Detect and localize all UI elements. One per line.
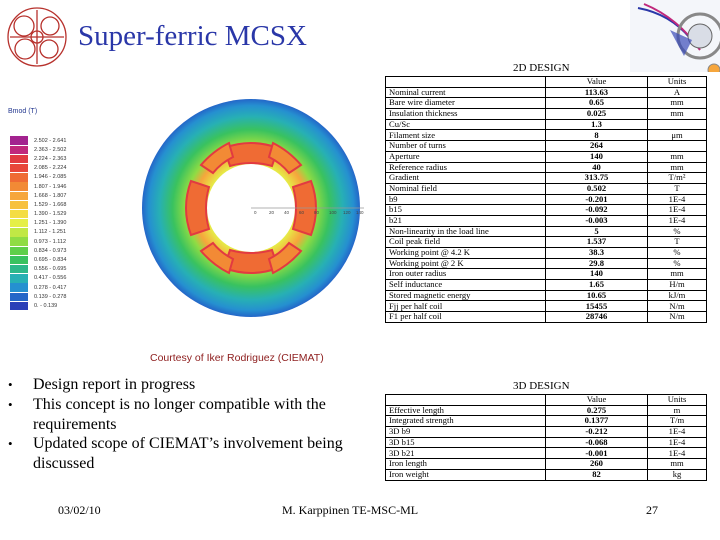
value-cell: 0.502 — [546, 183, 648, 194]
legend-swatch — [10, 201, 28, 209]
legend-label: 2.363 - 2.502 — [34, 146, 67, 153]
value-cell: 38.3 — [546, 248, 648, 259]
legend-item — [10, 237, 80, 246]
axis-tick: 40 — [284, 210, 290, 215]
legend-swatch — [10, 256, 28, 264]
parameter-cell: Nominal current — [386, 87, 546, 98]
units-cell — [648, 141, 707, 152]
legend-item — [10, 274, 80, 283]
legend-label: 1.946 - 2.085 — [34, 174, 67, 181]
column-header: Units — [648, 77, 707, 88]
units-cell: % — [648, 258, 707, 269]
units-cell: 1E-4 — [648, 437, 707, 448]
units-cell: 1E-4 — [648, 205, 707, 216]
column-header: Value — [546, 395, 648, 406]
legend-item — [10, 182, 80, 191]
units-cell: N/m — [648, 301, 707, 312]
value-cell: 1.537 — [546, 237, 648, 248]
legend-item — [10, 191, 80, 200]
cern-logo — [4, 4, 70, 70]
value-cell: 260 — [546, 459, 648, 470]
parameter-cell: Cu/Sc — [386, 119, 546, 130]
parameter-cell: 3D b15 — [386, 437, 546, 448]
table-row — [386, 459, 707, 470]
units-cell: N/m — [648, 312, 707, 323]
value-cell: 264 — [546, 141, 648, 152]
units-cell: 1E-4 — [648, 448, 707, 459]
legend-label: 2.224 - 2.363 — [34, 155, 67, 162]
axis-tick: 100 — [329, 210, 337, 215]
axis-tick: 0 — [254, 210, 257, 215]
value-cell: 140 — [546, 151, 648, 162]
value-cell: 82 — [546, 469, 648, 480]
legend-label: 1.529 - 1.668 — [34, 201, 67, 208]
table-row — [386, 151, 707, 162]
legend-swatch — [10, 210, 28, 218]
table-row — [386, 427, 707, 438]
table-row — [386, 183, 707, 194]
legend-item — [10, 136, 80, 145]
legend-item — [10, 173, 80, 182]
legend-swatch — [10, 173, 28, 181]
legend-item — [10, 154, 80, 163]
table-row — [386, 98, 707, 109]
legend-swatch — [10, 182, 28, 190]
table-row — [386, 173, 707, 184]
parameter-cell: Iron outer radius — [386, 269, 546, 280]
legend-label: 1.390 - 1.529 — [34, 211, 67, 218]
table-row — [386, 205, 707, 216]
table-header-row — [386, 77, 707, 88]
legend-label: 2.502 - 2.641 — [34, 137, 67, 144]
parameter-cell: Self inductance — [386, 280, 546, 291]
legend-swatch — [10, 228, 28, 236]
axis-tick: 120 — [343, 210, 351, 215]
legend-label: 0.278 - 0.417 — [34, 284, 67, 291]
units-cell: mm — [648, 98, 707, 109]
parameter-cell: Stored magnetic energy — [386, 290, 546, 301]
units-cell: kJ/m — [648, 290, 707, 301]
legend-item — [10, 246, 80, 255]
slide-title: Super-ferric MCSX — [78, 20, 307, 52]
value-cell: 0.025 — [546, 109, 648, 120]
legend-swatch — [10, 283, 28, 291]
table-row — [386, 215, 707, 226]
bullet-item: • Updated scope of CIEMAT’s involvement being discussed — [8, 435, 343, 473]
legend-swatch — [10, 293, 28, 301]
units-cell: 1E-4 — [648, 215, 707, 226]
parameter-cell: Integrated strength — [386, 416, 546, 427]
parameter-cell: Gradient — [386, 173, 546, 184]
value-cell: 29.8 — [546, 258, 648, 269]
units-cell: T — [648, 183, 707, 194]
table-row — [386, 258, 707, 269]
parameter-cell: b15 — [386, 205, 546, 216]
parameter-cell: Fjj per half coil — [386, 301, 546, 312]
units-cell: μm — [648, 130, 707, 141]
footer-date: 03/02/10 — [58, 503, 101, 517]
table-row — [386, 437, 707, 448]
magnet-illustration — [630, 0, 720, 72]
units-cell: T/m² — [648, 173, 707, 184]
axis-tick: 140 — [356, 210, 364, 215]
legend-label: 1.251 - 1.390 — [34, 220, 67, 227]
units-cell: % — [648, 248, 707, 259]
parameter-cell: Reference radius — [386, 162, 546, 173]
column-header — [386, 77, 546, 88]
value-cell: -0.092 — [546, 205, 648, 216]
units-cell: mm — [648, 459, 707, 470]
units-cell: mm — [648, 269, 707, 280]
legend-item — [10, 228, 80, 237]
legend-swatch — [10, 247, 28, 255]
value-cell: 0.1377 — [546, 416, 648, 427]
parameter-cell: Bare wire diameter — [386, 98, 546, 109]
units-cell: T — [648, 237, 707, 248]
parameter-cell: Effective length — [386, 405, 546, 416]
units-cell: H/m — [648, 280, 707, 291]
table-row — [386, 416, 707, 427]
value-cell: 1.3 — [546, 119, 648, 130]
legend-label: 0.695 - 0.834 — [34, 257, 67, 264]
table-row — [386, 312, 707, 323]
parameter-cell: Filament size — [386, 130, 546, 141]
table-row — [386, 162, 707, 173]
legend-swatch — [10, 237, 28, 245]
legend-swatch — [10, 192, 28, 200]
legend-label: 1.112 - 1.251 — [34, 229, 67, 236]
legend-label: 1.807 - 1.946 — [34, 183, 67, 190]
parameter-cell: Insulation thickness — [386, 109, 546, 120]
axis-tick: 20 — [269, 210, 275, 215]
axis-tick: 60 — [299, 210, 305, 215]
legend-item — [10, 219, 80, 228]
legend-item — [10, 283, 80, 292]
parameter-cell: Working point @ 2 K — [386, 258, 546, 269]
table-row — [386, 109, 707, 120]
legend-label: 1.668 - 1.807 — [34, 192, 67, 199]
value-cell: -0.201 — [546, 194, 648, 205]
legend-label: 0.556 - 0.695 — [34, 266, 67, 273]
parameter-cell: Aperture — [386, 151, 546, 162]
value-cell: 1.65 — [546, 280, 648, 291]
column-header: Units — [648, 395, 707, 406]
parameter-cell: Iron length — [386, 459, 546, 470]
value-cell: 28746 — [546, 312, 648, 323]
value-cell: 313.75 — [546, 173, 648, 184]
footer-author: M. Karppinen TE-MSC-ML — [282, 503, 419, 517]
units-cell: mm — [648, 162, 707, 173]
value-cell: -0.003 — [546, 215, 648, 226]
table-3d-title: 3D DESIGN — [513, 380, 570, 392]
value-cell: -0.001 — [546, 448, 648, 459]
legend-label: 0. - 0.139 — [34, 302, 58, 309]
table-row — [386, 248, 707, 259]
column-header — [386, 395, 546, 406]
units-cell: m — [648, 405, 707, 416]
units-cell: A — [648, 87, 707, 98]
legend-item — [10, 164, 80, 173]
table-row — [386, 280, 707, 291]
table-row — [386, 290, 707, 301]
legend-label: 0.973 - 1.112 — [34, 238, 67, 245]
units-cell: T/m — [648, 416, 707, 427]
design-table-2d — [385, 76, 707, 323]
legend-item — [10, 210, 80, 219]
page-number: 27 — [646, 503, 658, 517]
legend-label: 0.834 - 0.973 — [34, 247, 67, 254]
value-cell: 8 — [546, 130, 648, 141]
table-2d-title: 2D DESIGN — [513, 62, 570, 74]
legend-swatch — [10, 164, 28, 172]
legend-item — [10, 301, 80, 310]
legend-swatch — [10, 155, 28, 163]
table-row — [386, 87, 707, 98]
table-row — [386, 405, 707, 416]
parameter-cell: Number of turns — [386, 141, 546, 152]
legend-swatch — [10, 136, 28, 144]
parameter-cell: F1 per half coil — [386, 312, 546, 323]
legend-item — [10, 255, 80, 264]
table-row — [386, 226, 707, 237]
table-row — [386, 141, 707, 152]
parameter-cell: b21 — [386, 215, 546, 226]
parameter-cell: Working point @ 4.2 K — [386, 248, 546, 259]
legend-item — [10, 200, 80, 209]
value-cell: -0.068 — [546, 437, 648, 448]
parameter-cell: Non-linearity in the load line — [386, 226, 546, 237]
legend-swatch — [10, 219, 28, 227]
table-row — [386, 119, 707, 130]
column-header: Value — [546, 77, 648, 88]
legend-swatch — [10, 265, 28, 273]
value-cell: 113.63 — [546, 87, 648, 98]
units-cell: 1E-4 — [648, 427, 707, 438]
table-row — [386, 448, 707, 459]
table-row — [386, 469, 707, 480]
axis-tick: 80 — [314, 210, 320, 215]
bullet-item: • This concept is no longer compatible with the requirements — [8, 395, 326, 433]
parameter-cell: Iron weight — [386, 469, 546, 480]
legend-swatch — [10, 274, 28, 282]
table-row — [386, 130, 707, 141]
legend-label: 0.139 - 0.278 — [34, 293, 67, 300]
table-header-row — [386, 395, 707, 406]
value-cell: 0.275 — [546, 405, 648, 416]
value-cell: 40 — [546, 162, 648, 173]
units-cell — [648, 119, 707, 130]
units-cell: % — [648, 226, 707, 237]
legend-label: 2.085 - 2.224 — [34, 165, 67, 172]
parameter-cell: b9 — [386, 194, 546, 205]
table-row — [386, 194, 707, 205]
parameter-cell: Coil peak field — [386, 237, 546, 248]
parameter-cell: Nominal field — [386, 183, 546, 194]
value-cell: 140 — [546, 269, 648, 280]
figure-credit: Courtesy of Iker Rodriguez (CIEMAT) — [150, 352, 324, 364]
legend-label: 0.417 - 0.556 — [34, 275, 67, 282]
value-cell: 10.65 — [546, 290, 648, 301]
bullet-list — [8, 375, 380, 474]
legend-item — [10, 145, 80, 154]
field-legend — [10, 136, 80, 311]
value-cell: 5 — [546, 226, 648, 237]
legend-title: Bmod (T) — [8, 108, 38, 115]
legend-swatch — [10, 146, 28, 154]
design-table-3d — [385, 394, 707, 481]
legend-swatch — [10, 302, 28, 310]
units-cell: kg — [648, 469, 707, 480]
parameter-cell: 3D b21 — [386, 448, 546, 459]
value-cell: 0.65 — [546, 98, 648, 109]
table-row — [386, 237, 707, 248]
table-row — [386, 269, 707, 280]
parameter-cell: 3D b9 — [386, 427, 546, 438]
units-cell: mm — [648, 151, 707, 162]
units-cell: 1E-4 — [648, 194, 707, 205]
value-cell: -0.212 — [546, 427, 648, 438]
table-row — [386, 301, 707, 312]
legend-item — [10, 265, 80, 274]
bullet-item: • Design report in progress — [8, 376, 196, 393]
value-cell: 15455 — [546, 301, 648, 312]
units-cell: mm — [648, 109, 707, 120]
legend-item — [10, 292, 80, 301]
